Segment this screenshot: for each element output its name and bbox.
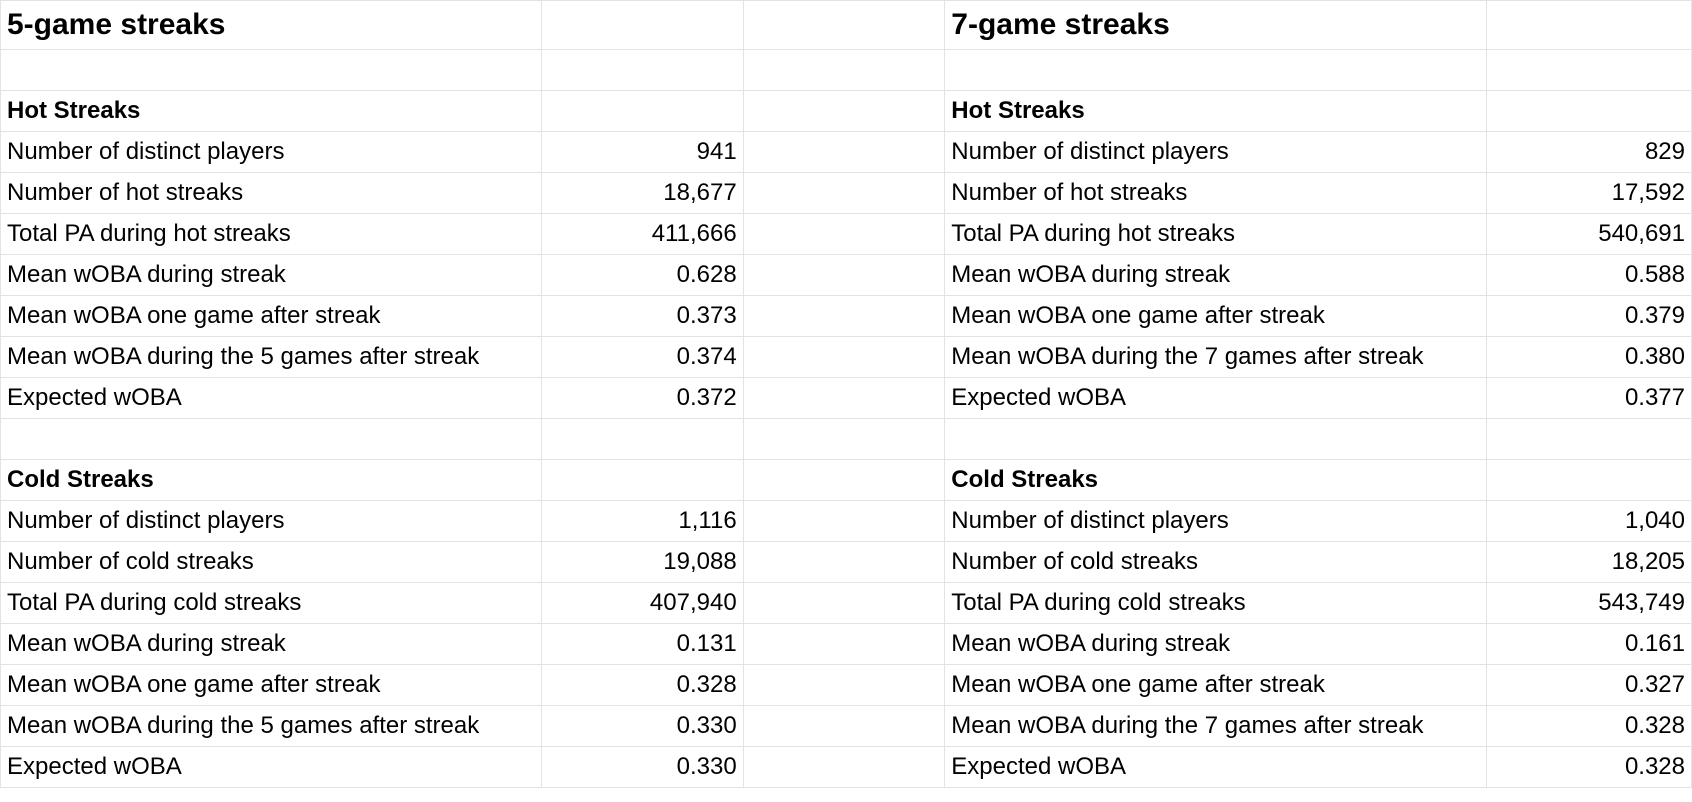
table-row [1, 501, 1692, 542]
row-label[interactable]: Number of distinct players [1, 501, 542, 542]
table-row [1, 296, 1692, 337]
row-label[interactable]: Expected wOBA [1, 378, 542, 419]
spacer-cell[interactable] [743, 665, 945, 706]
row-value[interactable]: 1,116 [541, 501, 743, 542]
blank-row [1, 50, 1692, 91]
table-row [1, 173, 1692, 214]
five-game-title[interactable]: 5-game streaks [1, 1, 542, 50]
spacer-cell[interactable] [743, 624, 945, 665]
row-value[interactable]: 17,592 [1487, 173, 1692, 214]
row-label[interactable]: Expected wOBA [945, 378, 1487, 419]
row-label[interactable]: Number of cold streaks [945, 542, 1487, 583]
row-label[interactable]: Number of distinct players [945, 132, 1487, 173]
empty-cell[interactable] [541, 50, 743, 91]
row-value[interactable]: 18,677 [541, 173, 743, 214]
spacer-cell[interactable] [743, 501, 945, 542]
row-value[interactable]: 0.380 [1487, 337, 1692, 378]
hot-streaks-heading-right[interactable]: Hot Streaks [945, 91, 1487, 132]
section-row-cold [1, 460, 1692, 501]
blank-row [1, 419, 1692, 460]
row-value[interactable]: 0.588 [1487, 255, 1692, 296]
row-label[interactable]: Mean wOBA during the 7 games after streak [945, 337, 1487, 378]
empty-cell[interactable] [1, 50, 542, 91]
cold-streaks-heading-right[interactable]: Cold Streaks [945, 460, 1487, 501]
row-label[interactable]: Mean wOBA during streak [945, 624, 1487, 665]
empty-cell[interactable] [945, 50, 1487, 91]
table-row [1, 624, 1692, 665]
empty-cell[interactable] [1487, 50, 1692, 91]
empty-cell[interactable] [1487, 91, 1692, 132]
table-row [1, 255, 1692, 296]
spacer-cell[interactable] [743, 542, 945, 583]
table-row [1, 378, 1692, 419]
row-label[interactable]: Mean wOBA during the 5 games after streak [1, 337, 542, 378]
empty-cell[interactable] [541, 1, 743, 50]
row-value[interactable]: 0.327 [1487, 665, 1692, 706]
row-value[interactable]: 0.328 [1487, 706, 1692, 747]
row-value[interactable]: 0.379 [1487, 296, 1692, 337]
spacer-cell[interactable] [743, 419, 945, 460]
spacer-cell[interactable] [743, 132, 945, 173]
spacer-cell[interactable] [743, 214, 945, 255]
spacer-cell[interactable] [743, 1, 945, 50]
row-label[interactable]: Total PA during cold streaks [945, 583, 1487, 624]
row-value[interactable]: 0.377 [1487, 378, 1692, 419]
empty-cell[interactable] [541, 460, 743, 501]
row-label[interactable]: Mean wOBA during streak [1, 255, 542, 296]
empty-cell[interactable] [1487, 419, 1692, 460]
row-label[interactable]: Mean wOBA one game after streak [945, 296, 1487, 337]
row-value[interactable]: 0.161 [1487, 624, 1692, 665]
row-value[interactable]: 0.328 [541, 665, 743, 706]
row-value[interactable]: 543,749 [1487, 583, 1692, 624]
row-value[interactable]: 0.374 [541, 337, 743, 378]
row-value[interactable]: 18,205 [1487, 542, 1692, 583]
row-label[interactable]: Total PA during cold streaks [1, 583, 542, 624]
section-row-hot [1, 91, 1692, 132]
table-row [1, 706, 1692, 747]
table-row [1, 583, 1692, 624]
spacer-cell[interactable] [743, 583, 945, 624]
empty-cell[interactable] [541, 419, 743, 460]
spacer-cell[interactable] [743, 91, 945, 132]
spacer-cell[interactable] [743, 460, 945, 501]
hot-streaks-heading-left[interactable]: Hot Streaks [1, 91, 542, 132]
row-label[interactable]: Number of hot streaks [1, 173, 542, 214]
row-label[interactable]: Number of hot streaks [945, 173, 1487, 214]
table-row [1, 542, 1692, 583]
table-row [1, 337, 1692, 378]
row-label[interactable]: Mean wOBA one game after streak [945, 665, 1487, 706]
row-value[interactable]: 1,040 [1487, 501, 1692, 542]
row-value[interactable]: 0.131 [541, 624, 743, 665]
empty-cell[interactable] [1, 419, 542, 460]
row-label[interactable]: Number of distinct players [945, 501, 1487, 542]
row-label[interactable]: Mean wOBA during the 5 games after streak [1, 706, 542, 747]
row-label[interactable]: Number of cold streaks [1, 542, 542, 583]
row-label[interactable]: Expected wOBA [1, 747, 542, 788]
row-value[interactable]: 941 [541, 132, 743, 173]
spacer-cell[interactable] [743, 296, 945, 337]
row-value[interactable]: 407,940 [541, 583, 743, 624]
row-value[interactable]: 0.373 [541, 296, 743, 337]
row-value[interactable]: 829 [1487, 132, 1692, 173]
seven-game-title[interactable]: 7-game streaks [945, 1, 1487, 50]
title-row [1, 1, 1692, 50]
spacer-cell[interactable] [743, 255, 945, 296]
row-label[interactable]: Mean wOBA one game after streak [1, 296, 542, 337]
spacer-cell[interactable] [743, 378, 945, 419]
cold-streaks-heading-left[interactable]: Cold Streaks [1, 460, 542, 501]
row-label[interactable]: Mean wOBA one game after streak [1, 665, 542, 706]
row-value[interactable]: 0.330 [541, 706, 743, 747]
row-label[interactable]: Total PA during hot streaks [1, 214, 542, 255]
table-row [1, 665, 1692, 706]
row-label[interactable]: Mean wOBA during the 7 games after streak [945, 706, 1487, 747]
row-value[interactable]: 0.628 [541, 255, 743, 296]
spacer-cell[interactable] [743, 50, 945, 91]
row-label[interactable]: Number of distinct players [1, 132, 542, 173]
spacer-cell[interactable] [743, 337, 945, 378]
spacer-cell[interactable] [743, 706, 945, 747]
empty-cell[interactable] [1487, 1, 1692, 50]
row-value[interactable]: 0.372 [541, 378, 743, 419]
row-label[interactable]: Total PA during hot streaks [945, 214, 1487, 255]
empty-cell[interactable] [1487, 460, 1692, 501]
table-row [1, 214, 1692, 255]
row-value[interactable]: 0.330 [541, 747, 743, 788]
row-label[interactable]: Expected wOBA [945, 747, 1487, 788]
row-value[interactable]: 19,088 [541, 542, 743, 583]
row-value[interactable]: 540,691 [1487, 214, 1692, 255]
row-label[interactable]: Mean wOBA during streak [1, 624, 542, 665]
row-value[interactable]: 411,666 [541, 214, 743, 255]
table-row [1, 132, 1692, 173]
empty-cell[interactable] [541, 91, 743, 132]
table-row [1, 747, 1692, 788]
spacer-cell[interactable] [743, 747, 945, 788]
row-value[interactable]: 0.328 [1487, 747, 1692, 788]
empty-cell[interactable] [945, 419, 1487, 460]
spacer-cell[interactable] [743, 173, 945, 214]
row-label[interactable]: Mean wOBA during streak [945, 255, 1487, 296]
